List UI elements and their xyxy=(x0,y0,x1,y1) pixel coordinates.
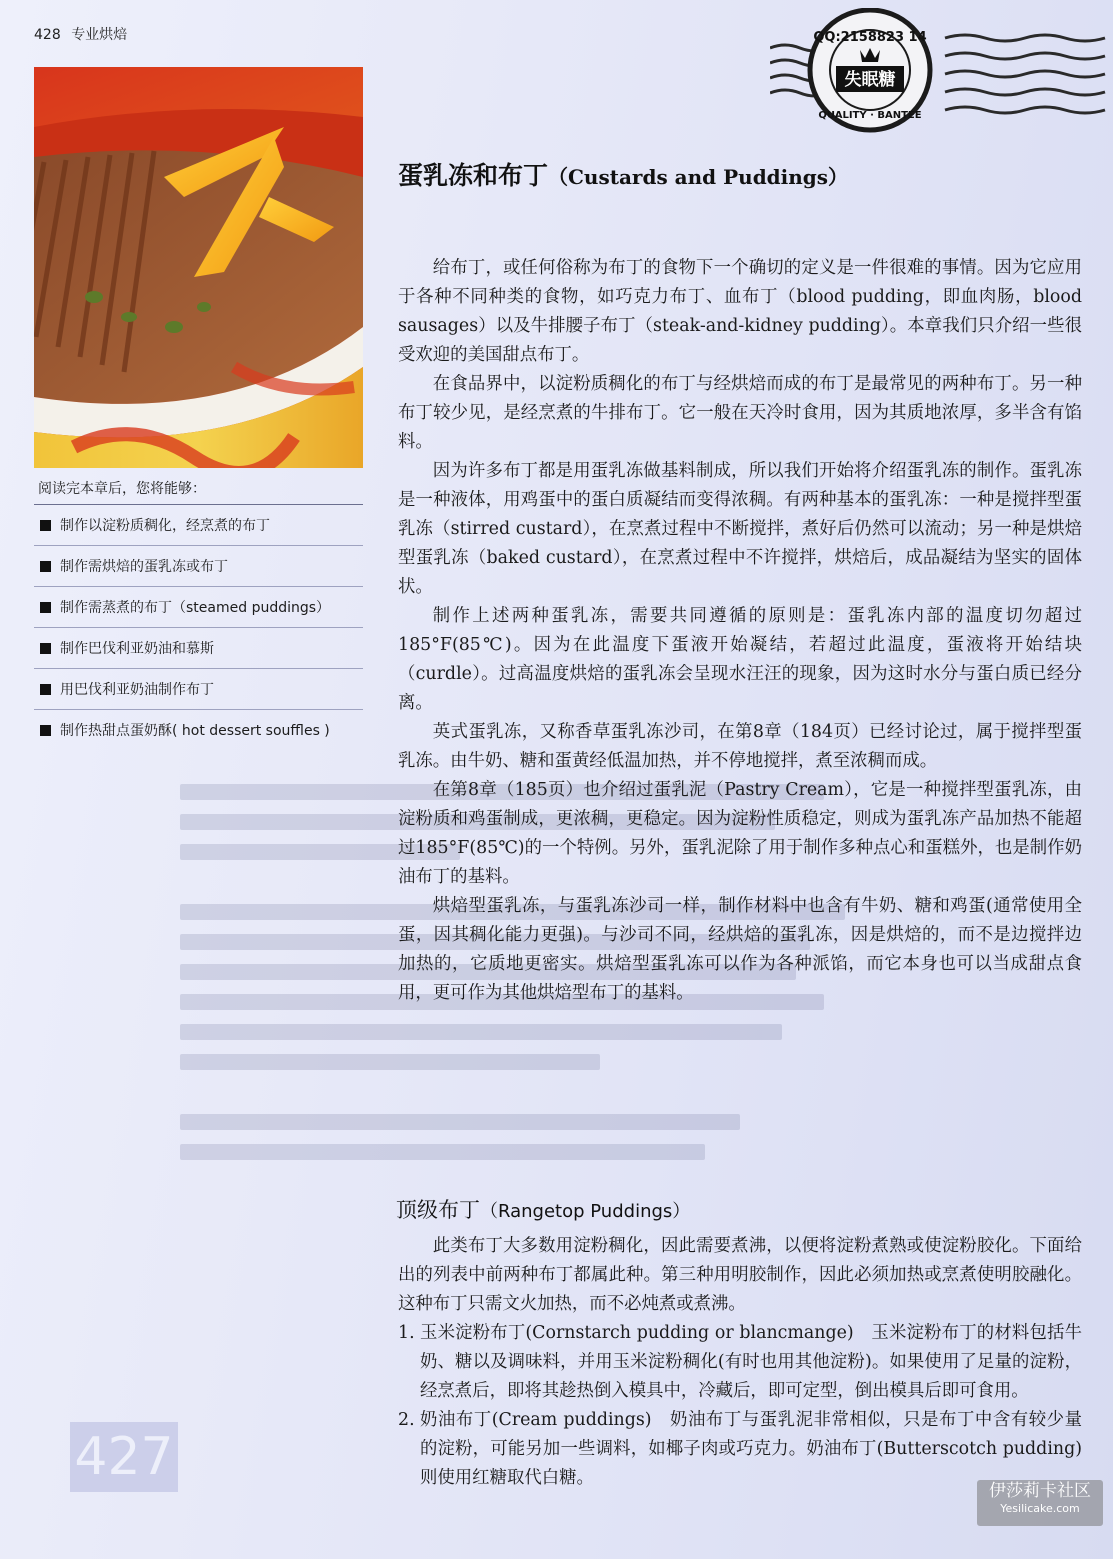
paragraph: 给布丁，或任何俗称为布丁的食物下一个确切的定义是一件很难的事情。因为它应用于各种不同种类的食物，如巧克力布丁、血布丁（blood pudding，即血肉肠，blood sausages）以及牛排腰子布丁（steak-and-kidney pudding）。本章我们只介绍一些很受欢迎的美国甜点布丁。 xyxy=(398,258,1082,365)
chapter-objectives xyxy=(34,472,363,750)
section1-body xyxy=(398,254,1082,1008)
objective-item xyxy=(34,587,363,628)
objective-item xyxy=(34,669,363,710)
subsection-title xyxy=(396,1194,690,1224)
stamp-qq-text: QQ:2158823 14 xyxy=(813,30,927,45)
objective-item xyxy=(34,546,363,587)
section-title xyxy=(398,156,848,192)
square-bullet-icon xyxy=(40,602,51,613)
stamp-bottom-text: QUALITY · BANTEE xyxy=(818,110,922,121)
objective-text: 用巴伐利亚奶油制作布丁 xyxy=(60,682,214,698)
paragraph: 因为许多布丁都是用蛋乳冻做基料制成，所以我们开始将介绍蛋乳冻的制作。蛋乳冻是一种液体，用鸡蛋中的蛋白质凝结而变得浓稠。有两种基本的蛋乳冻：一种是搅拌型蛋乳冻（stirred custard），在烹煮过程中不断搅拌，煮好后仍然可以流动；另一种是烘焙型蛋乳冻（baked custard），在烹煮过程中不许搅拌，烘焙后，成品凝结为坚实的固体状。 xyxy=(398,461,1082,597)
paragraph: 英式蛋乳冻，又称香草蛋乳冻沙司，在第8章（184页）已经讨论过，属于搅拌型蛋乳冻。由牛奶、糖和蛋黄经低温加热，并不停地搅拌，煮至浓稠而成。 xyxy=(398,722,1082,771)
objectives-intro: 阅读完本章后，您将能够： xyxy=(34,472,363,505)
objective-text: 制作以淀粉质稠化，经烹煮的布丁 xyxy=(60,518,270,534)
objective-text: 制作热甜点蛋奶酥( hot dessert souffles ) xyxy=(60,723,330,739)
square-bullet-icon xyxy=(40,561,51,572)
square-bullet-icon xyxy=(40,643,51,654)
paragraph: 此类布丁大多数用淀粉稠化，因此需要煮沸，以便将淀粉煮熟或使淀粉胶化。下面给出的列表中前两种布丁都属此种。第三种用明胶制作，因此必须加热或烹煮使明胶融化。这种布丁只需文火加热，而不必炖煮或煮沸。 xyxy=(398,1236,1082,1314)
cake-photo xyxy=(34,67,363,468)
objective-item xyxy=(34,710,363,750)
running-header xyxy=(34,24,127,44)
section-title-cn: 蛋乳冻和布丁 xyxy=(398,161,549,190)
paragraph: 在食品界中，以淀粉质稠化的布丁与经烘焙而成的布丁是最常见的两种布丁。另一种布丁较少见，是经烹煮的牛排布丁。它一般在天冷时食用，因为其质地浓厚，多半含有馅料。 xyxy=(398,374,1082,452)
subsection-title-en: （Rangetop Puddings） xyxy=(480,1201,691,1222)
page-number: 428 xyxy=(34,27,61,43)
square-bullet-icon xyxy=(40,520,51,531)
watermark-line2: Yesilicake.com xyxy=(1000,1502,1080,1515)
paragraph: 在第8章（185页）也介绍过蛋乳泥（Pastry Cream），它是一种搅拌型蛋乳冻，由淀粉质和鸡蛋制成，更浓稠，更稳定。因为淀粉性质稳定，则成为蛋乳冻产品加热不能超过185°F(85℃)的一个特例。另外，蛋乳泥除了用于制作多种点心和蛋糕外，也是制作奶油布丁的基料。 xyxy=(398,780,1082,887)
section-title-en: （Custards and Puddings） xyxy=(548,165,849,189)
square-bullet-icon xyxy=(40,684,51,695)
list-text: 奶油布丁(Cream puddings) 奶油布丁与蛋乳泥非常相似，只是布丁中含有较少量的淀粉，可能另加一些调料，如椰子肉或巧克力。奶油布丁(Butterscotch pudding)则使用红糖取代白糖。 xyxy=(420,1410,1082,1488)
site-watermark xyxy=(977,1480,1103,1526)
objective-item xyxy=(34,505,363,546)
objective-item xyxy=(34,628,363,669)
show-through-page-number: 427 xyxy=(70,1422,178,1492)
subsection-title-cn: 顶级布丁 xyxy=(396,1198,480,1222)
postmark-stamp xyxy=(770,8,1110,138)
list-item xyxy=(398,1319,1082,1406)
book-title: 专业烘焙 xyxy=(71,27,128,43)
square-bullet-icon xyxy=(40,725,51,736)
objective-text: 制作需蒸煮的布丁（steamed puddings） xyxy=(60,600,331,616)
list-number: 1. xyxy=(398,1323,415,1343)
stamp-name-text: 失眠糖 xyxy=(844,70,896,90)
paragraph: 烘焙型蛋乳冻，与蛋乳冻沙司一样，制作材料中也含有牛奶、糖和鸡蛋(通常使用全蛋，因其稠化能力更强)。与沙司不同，经烘焙的蛋乳冻，因是烘焙的，而不是边搅拌边加热的，它质地更密实。烘焙型蛋乳冻可以作为各种派馅，而它本身也可以当成甜点食用，更可作为其他烘焙型布丁的基料。 xyxy=(398,896,1082,1003)
paragraph: 制作上述两种蛋乳冻，需要共同遵循的原则是：蛋乳冻内部的温度切勿超过185°F(85℃)。因为在此温度下蛋液开始凝结，若超过此温度，蛋液将开始结块（curdle）。过高温度烘焙的蛋乳冻会呈现水汪汪的现象，因为这时水分与蛋白质已经分离。 xyxy=(398,606,1082,713)
section2-body xyxy=(398,1232,1082,1493)
list-text: 玉米淀粉布丁(Cornstarch pudding or blancmange) 玉米淀粉布丁的材料包括牛奶、糖以及调味料，并用玉米淀粉稠化(有时也用其他淀粉)。如果使用了足量的淀粉，经烹煮后，即将其趁热倒入模具中，冷藏后，即可定型，倒出模具后即可食用。 xyxy=(420,1323,1082,1401)
objective-text: 制作巴伐利亚奶油和慕斯 xyxy=(60,641,214,657)
watermark-line1: 伊莎莉卡社区 xyxy=(989,1481,1091,1501)
list-number: 2. xyxy=(398,1410,415,1430)
objective-text: 制作需烘焙的蛋乳冻或布丁 xyxy=(60,559,228,575)
